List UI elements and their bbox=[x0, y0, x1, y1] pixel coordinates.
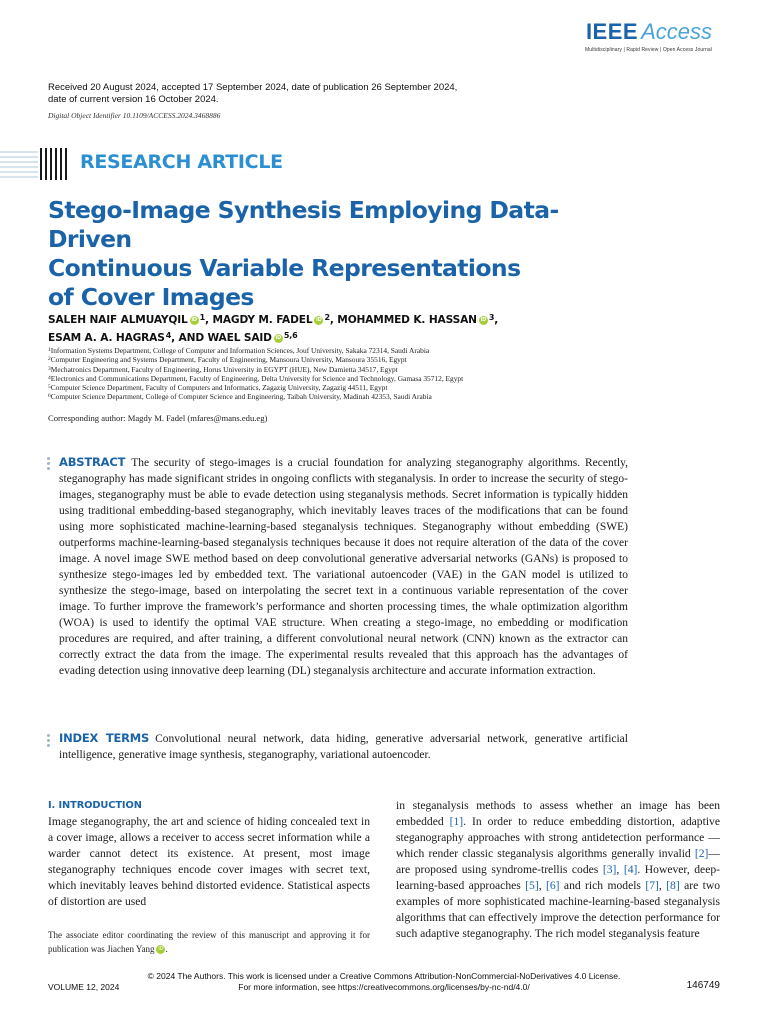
index-terms-dots-icon bbox=[47, 734, 51, 749]
affiliation-item bbox=[48, 392, 608, 401]
affiliation-num: 4 bbox=[48, 374, 51, 381]
body-text: , bbox=[658, 879, 667, 892]
research-article-label: RESEARCH ARTICLE bbox=[80, 151, 283, 173]
affiliation-num: 3 bbox=[48, 365, 51, 372]
citation-link[interactable]: [3] bbox=[602, 863, 617, 876]
editor-footnote bbox=[48, 928, 370, 956]
affiliation-text: Information Systems Department, College of Computer and Information Sciences, Jouf University, Sakaka 72314, Saudi Arabia bbox=[50, 346, 430, 355]
affiliation-num: 2 bbox=[48, 356, 51, 363]
author-name: MOHAMMED K. HASSAN bbox=[337, 314, 477, 326]
author-name: SALEH NAIF ALMUAYQIL bbox=[48, 314, 188, 326]
index-terms-text: Convolutional neural network, data hiding, generative adversarial network, generative artificial intelligence, generative image synthesis, steganography, variational autoencoder. bbox=[59, 733, 628, 761]
affiliation-item bbox=[48, 346, 608, 355]
affiliation-text: Computer Science Department, College of Computer Science and Engineering, Taibah University, Madinah 42353, Saudi Arabia bbox=[50, 392, 432, 402]
author-name: MAGDY M. FADEL bbox=[212, 314, 313, 326]
ieee-access-logo bbox=[585, 20, 712, 53]
author-affil-sup: 2 bbox=[324, 313, 330, 322]
logo-tagline: Multidisciplinary | Rapid Review | Open Access Journal bbox=[585, 47, 712, 53]
title-line-3: of Cover Images bbox=[48, 283, 254, 311]
intro-right-column bbox=[396, 798, 720, 942]
affiliations bbox=[48, 346, 608, 402]
received-line-2: date of current version 16 October 2024. bbox=[48, 94, 219, 105]
received-line-1: Received 20 August 2024, accepted 17 September 2024, date of publication 26 September 2024, bbox=[48, 82, 458, 93]
footnote-end: . bbox=[165, 944, 168, 954]
received-dates bbox=[48, 82, 488, 106]
body-text: , bbox=[538, 879, 546, 892]
orcid-icon[interactable]: iD bbox=[275, 335, 282, 341]
paper-title bbox=[48, 196, 608, 312]
author-separator: , bbox=[205, 314, 213, 326]
index-terms bbox=[59, 730, 628, 763]
body-text: are two examples of more sophisticated machine-learning-based steganalysis algorithms that can effectively improve the detection performance for such adaptive steganography. The rich model steganalysis feature bbox=[396, 879, 721, 940]
logo-access: Access bbox=[641, 19, 712, 44]
orcid-icon[interactable]: iD bbox=[191, 317, 197, 323]
body-text: . However, deep-learning-based approaches bbox=[396, 863, 721, 892]
affiliation-num: 1 bbox=[48, 347, 51, 353]
logo-ieee: IEEE bbox=[585, 19, 639, 44]
citation-link[interactable]: [8] bbox=[666, 879, 680, 892]
body-text: , bbox=[616, 863, 624, 876]
citation-link[interactable]: [5] bbox=[525, 879, 539, 892]
banner-stripes-icon bbox=[0, 148, 70, 180]
corresponding-author: Corresponding author: Magdy M. Fadel (mfares@mans.edu.eg) bbox=[48, 413, 268, 423]
affiliation-text: Computer Science Department, Faculty of Computers and Informatics, Zagazig University, Zagazig 44511, Egypt bbox=[50, 383, 388, 393]
affiliation-text: Mechatronics Department, Faculty of Engineering, Horus University in EGYPT (HUE), New Damietta 34517, Egypt bbox=[50, 364, 398, 374]
affiliation-item bbox=[48, 374, 608, 383]
author-name: WAEL SAID bbox=[207, 332, 272, 344]
author-line-1 bbox=[48, 310, 608, 328]
author-affil-sup: 3 bbox=[488, 313, 495, 322]
citation-link[interactable]: [4] bbox=[623, 863, 638, 876]
index-terms-heading: INDEX TERMS bbox=[59, 731, 150, 745]
affiliation-item bbox=[48, 365, 608, 374]
doi: Digital Object Identifier 10.1109/ACCESS.2024.3468886 bbox=[48, 111, 221, 120]
author-affil-sup: 5,6 bbox=[283, 331, 298, 340]
orcid-icon[interactable]: iD bbox=[480, 317, 487, 323]
body-text: and rich models bbox=[559, 879, 646, 892]
author-separator: , AND bbox=[171, 332, 208, 344]
body-text: — are proposed using syndrome-trellis codes bbox=[396, 847, 720, 876]
license-line-1: © 2024 The Authors. This work is licensed under a Creative Commons Attribution-NonCommercial-NoDerivatives 4.0 License. bbox=[147, 971, 621, 981]
abstract bbox=[59, 454, 628, 679]
affiliation-text: Computer Engineering and Systems Department, Faculty of Engineering, Mansoura University, Mansoura 35516, Egypt bbox=[50, 355, 407, 365]
volume-label: VOLUME 12, 2024 bbox=[48, 982, 120, 992]
license-line-2[interactable]: For more information, see https://creativecommons.org/licenses/by-nc-nd/4.0/ bbox=[238, 982, 530, 992]
author-list bbox=[48, 310, 608, 346]
intro-left-column: Image steganography, the art and science of hiding concealed text in a cover image, allows a receiver to access secret information while a warder cannot detect its existence. At present, most image steganography techniques encode cover images with secret text, which inevitably leaves behind distorted evidence. Statistical aspects of distortion are used bbox=[48, 815, 370, 908]
citation-link[interactable]: [1] bbox=[449, 815, 464, 828]
affiliation-item bbox=[48, 355, 608, 364]
author-separator: , bbox=[494, 314, 499, 326]
affiliation-num: 5 bbox=[48, 384, 51, 391]
citation-link[interactable]: [6] bbox=[546, 879, 560, 892]
footnote-text: The associate editor coordinating the review of this manuscript and approving it for publication was Jiachen Yang bbox=[48, 930, 370, 954]
title-line-1: Stego-Image Synthesis Employing Data-Driven bbox=[48, 196, 559, 253]
introduction-heading: I. INTRODUCTION bbox=[48, 800, 142, 811]
author-name: ESAM A. A. HAGRAS bbox=[48, 332, 165, 344]
author-line-2 bbox=[48, 328, 608, 346]
affiliation-item bbox=[48, 383, 608, 392]
citation-link[interactable]: [7] bbox=[645, 879, 659, 892]
abstract-text: The security of stego-images is a crucial foundation for analyzing steganography algorithms. Recently, steganography has made significant strides in ongoing conflicts with steganalysis. In order to increase the security of stego-images, steganography must be able to evade detection using steganalysis methods. Secret information is typically hidden using traditional embedding-based steganography, which inevitably leaves traces of the modifications that can be found using more sophisticated machine-learning-based steganalysis techniques. Steganography without embedding (SWE) outperforms machine-learning-based steganalysis techniques because it does not require alteration of the data of the cover image. A novel image SWE method based on deep convolutional generative adversarial networks (GANs) is proposed to synthesize stego-images led by embedded text. The variational autoencoder (VAE) in the GAN model is utilized to synthesize the stego-image, based on interpolating the secret text in a continuous variable representation of the cover image. To further improve the framework’s performance and shorten processing times, the whale optimization algorithm (WOA) is used to identify the optimal VAE structure. When creating a stego-image, no embedding or modification procedures are required, and after training, a different convolutional neural network (CNN) known as the extractor can correctly extract the data from the image. The experimental results revealed that this approach has the advantages of evading detection using innovative deep learning (DL) steganalysis architecture and accurate information extraction. bbox=[59, 457, 628, 677]
abstract-heading: ABSTRACT bbox=[59, 455, 126, 469]
body-text: in steganalysis methods to assess whether an image has been embedded bbox=[396, 799, 720, 828]
orcid-icon[interactable]: iD bbox=[158, 946, 164, 952]
affiliation-num: 6 bbox=[48, 393, 51, 400]
citation-link[interactable]: [2] bbox=[694, 847, 709, 860]
author-separator: , bbox=[329, 314, 338, 326]
title-line-2: Continuous Variable Representations bbox=[48, 254, 521, 282]
affiliation-text: Electronics and Communications Department, Faculty of Engineering, Delta University for Science and Technology, Gamasa 35712, Egypt bbox=[50, 373, 464, 383]
body-text: . In order to reduce embedding distortion, adaptive steganography approaches with strong antidetection performance —which render classic steganalysis algorithms generally invalid bbox=[396, 815, 720, 860]
orcid-icon[interactable]: iD bbox=[316, 317, 322, 323]
abstract-dots-icon bbox=[47, 457, 51, 472]
author-affil-sup: 4 bbox=[165, 331, 172, 340]
author-affil-sup: 1 bbox=[199, 313, 206, 322]
page-number: 146749 bbox=[686, 980, 720, 991]
